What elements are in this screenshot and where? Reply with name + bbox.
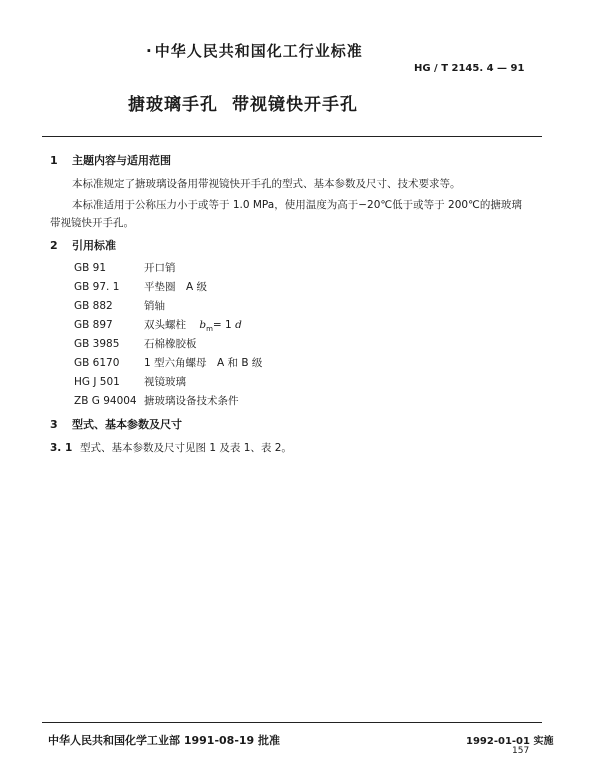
section-3-heading: 3 型式、基本参数及尺寸: [50, 418, 182, 431]
page-number: 157: [512, 746, 530, 756]
top-divider: [42, 136, 542, 137]
section-3-1: 3. 1 型式、基本参数及尺寸见图 1 及表 1、表 2。: [50, 442, 292, 454]
reference-item: GB 897 双头螺柱 $b_m= 1$ d: [74, 319, 242, 334]
standard-title: · 中华人民共和国化工行业标准: [146, 42, 363, 60]
bottom-divider: [42, 722, 542, 723]
reference-item: GB 97. 1 平垫圈 A 级: [74, 281, 208, 293]
approval-line: 中华人民共和国化学工业部 1991-08-19 批准: [48, 734, 281, 747]
section-1-para-1: 本标准规定了搪玻璃设备用带视镜快开手孔的型式、基本参数及尺寸、技术要求等。: [72, 178, 461, 190]
stud-length-formula: $b_m= 1$ d: [199, 319, 242, 334]
section-1-para-2: 本标准适用于公称压力小于或等于 1.0 MPa，使用温度为高于−20℃低于或等于 200℃的搪玻璃: [72, 199, 522, 211]
title-part-1: 搪玻璃手孔: [128, 95, 218, 115]
reference-item: GB 882 销轴: [74, 300, 165, 312]
reference-item: GB 91 开口销: [74, 262, 176, 274]
reference-item: HG J 501 视镜玻璃: [74, 376, 186, 388]
section-1-para-2-cont: 带视镜快开手孔。: [50, 217, 134, 229]
document-title: [128, 90, 358, 115]
reference-item: GB 6170 1 型六角螺母 A 和 B 级: [74, 357, 263, 369]
reference-item: ZB G 94004 搪玻璃设备技术条件: [74, 395, 239, 407]
section-2-heading: 2 引用标准: [50, 239, 116, 252]
standard-code: HG / T 2145. 4 — 91: [414, 63, 525, 74]
section-1-heading: 1 主题内容与适用范围: [50, 154, 171, 167]
reference-item: GB 3985 石棉橡胶板: [74, 338, 197, 350]
title-part-2: 带视镜快开手孔: [232, 95, 358, 115]
implementation-date: 1992-01-01 实施: [466, 736, 554, 747]
